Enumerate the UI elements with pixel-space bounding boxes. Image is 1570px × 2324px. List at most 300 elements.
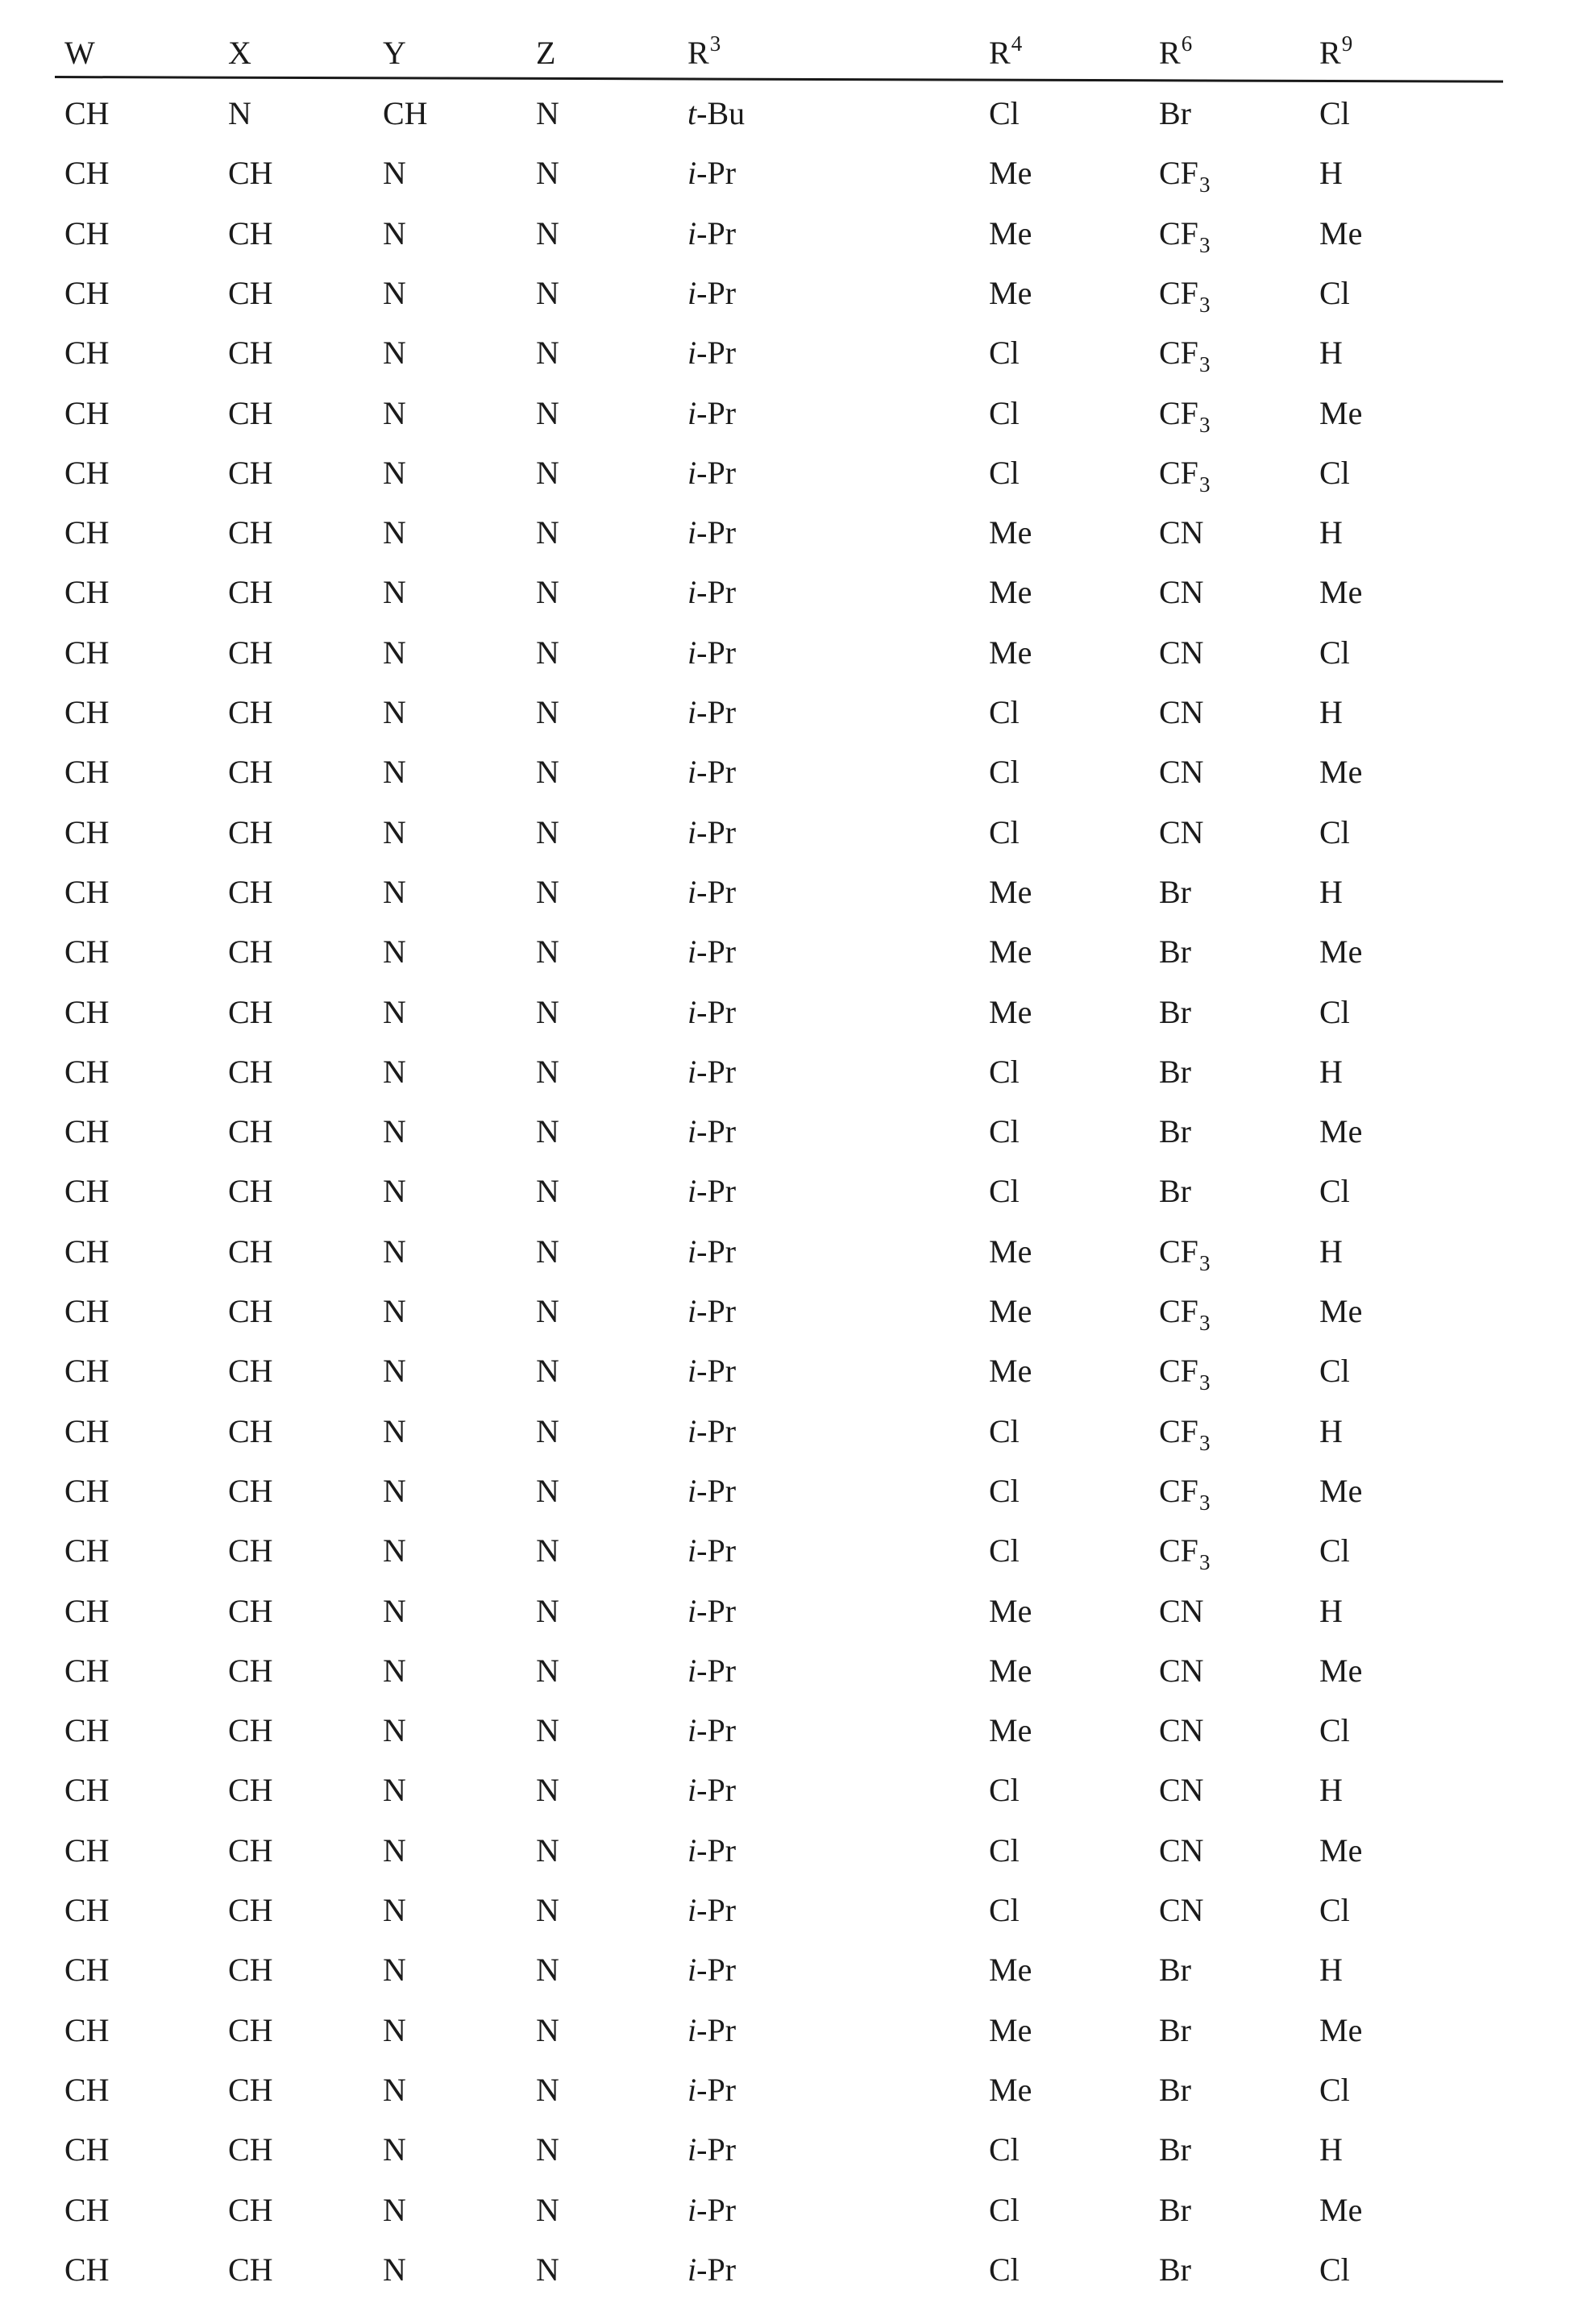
cell-z: N [536, 1772, 559, 1808]
column-header-r3 [687, 31, 721, 73]
cell-x: CH [228, 1293, 273, 1329]
italic-prefix: i [687, 1952, 697, 1988]
cell-r9: Me [1319, 1653, 1363, 1689]
italic-prefix: i [687, 1413, 697, 1449]
cell-x: CH [228, 874, 273, 910]
cell-r9: H [1319, 1952, 1343, 1988]
subscript: 3 [1198, 293, 1211, 317]
cell-r3: i-Pr [687, 2072, 737, 2108]
header-rule [55, 76, 1503, 83]
cell-r3: i-Pr [687, 2131, 737, 2168]
cell-y: N [383, 1173, 406, 1209]
cell-w: CH [64, 1653, 110, 1689]
cell-w: CH [64, 514, 110, 551]
cell-r6: CN [1159, 1832, 1204, 1869]
italic-prefix: i [687, 694, 697, 730]
cell-r4: Cl [989, 1473, 1020, 1509]
cell-w: CH [64, 95, 110, 131]
cell-x: CH [228, 215, 273, 252]
cell-r3: i-Pr [687, 1113, 737, 1150]
cell-r9: Me [1319, 933, 1363, 970]
italic-prefix: i [687, 455, 697, 491]
italic-prefix: i [687, 933, 697, 970]
italic-prefix: i [687, 1473, 697, 1509]
italic-prefix: i [687, 275, 697, 311]
column-header-base: R [989, 35, 1011, 71]
cell-r9: Me [1319, 2012, 1363, 2048]
subscript: 3 [1198, 352, 1211, 376]
cell-r9: Me [1319, 1113, 1363, 1150]
cell-r9: H [1319, 1593, 1343, 1629]
cell-z: N [536, 395, 559, 431]
cell-r6: Br [1159, 994, 1191, 1030]
cell-y: N [383, 1952, 406, 1988]
cell-r9: H [1319, 1772, 1343, 1808]
italic-prefix: t [687, 95, 697, 131]
cell-w: CH [64, 275, 110, 311]
cell-r3: i-Pr [687, 994, 737, 1030]
cell-r4: Cl [989, 1832, 1020, 1869]
cell-r4: Cl [989, 1413, 1020, 1449]
subscript: 3 [1198, 1311, 1211, 1335]
italic-prefix: i [687, 1892, 697, 1928]
cell-r6: $CF_3$ [1159, 1293, 1211, 1335]
cell-y: N [383, 395, 406, 431]
cell-w: CH [64, 933, 110, 970]
cell-z: N [536, 874, 559, 910]
cell-r3: i-Pr [687, 335, 737, 371]
cell-y: N [383, 933, 406, 970]
cell-r6: $CF_3$ [1159, 1413, 1211, 1455]
italic-prefix: i [687, 1233, 697, 1270]
cell-r3: i-Pr [687, 874, 737, 910]
cell-w: CH [64, 1712, 110, 1748]
cell-x: CH [228, 814, 273, 850]
cell-r6: Br [1159, 2012, 1191, 2048]
cell-r3: i-Pr [687, 634, 737, 671]
cell-w: CH [64, 1892, 110, 1928]
cell-y: N [383, 1413, 406, 1449]
cell-r9: Me [1319, 395, 1363, 431]
cell-y: N [383, 1353, 406, 1389]
italic-prefix: i [687, 514, 697, 551]
cell-r4: Me [989, 1353, 1032, 1389]
italic-prefix: i [687, 2072, 697, 2108]
cell-z: N [536, 1173, 559, 1209]
cell-y: N [383, 694, 406, 730]
column-header-base: X [228, 35, 251, 71]
column-header-superscript: 4 [1011, 31, 1023, 56]
cell-y: N [383, 2012, 406, 2048]
cell-z: N [536, 2192, 559, 2228]
cell-r9: Cl [1319, 1173, 1350, 1209]
cell-r4: Me [989, 1653, 1032, 1689]
cell-w: CH [64, 814, 110, 850]
cell-r3: i-Pr [687, 814, 737, 850]
cell-x: CH [228, 335, 273, 371]
cell-x: CH [228, 634, 273, 671]
cell-r4: Me [989, 1593, 1032, 1629]
cell-r6: Br [1159, 933, 1191, 970]
column-header-superscript: 6 [1181, 31, 1193, 56]
cell-w: CH [64, 155, 110, 191]
cell-r6: $CF_3$ [1159, 275, 1211, 317]
cell-w: CH [64, 1532, 110, 1569]
cell-r3: i-Pr [687, 574, 737, 610]
italic-prefix: i [687, 2012, 697, 2048]
cell-y: CH [383, 95, 428, 131]
cell-r3: i-Pr [687, 215, 737, 252]
cell-w: CH [64, 2072, 110, 2108]
cell-r4: Me [989, 1293, 1032, 1329]
cell-r3: i-Pr [687, 2012, 737, 2048]
italic-prefix: i [687, 874, 697, 910]
cell-r4: Cl [989, 814, 1020, 850]
cell-r6: CN [1159, 1892, 1204, 1928]
italic-prefix: i [687, 754, 697, 790]
cell-z: N [536, 2012, 559, 2048]
cell-y: N [383, 1832, 406, 1869]
cell-w: CH [64, 1952, 110, 1988]
cell-r9: Cl [1319, 2251, 1350, 2288]
column-header-superscript: 9 [1341, 31, 1353, 56]
cell-x: CH [228, 2251, 273, 2288]
column-header-base: R [687, 35, 709, 71]
cell-x: CH [228, 1952, 273, 1988]
cell-r6: Br [1159, 2251, 1191, 2288]
column-header-base: Z [536, 35, 556, 71]
cell-r4: Cl [989, 2131, 1020, 2168]
cell-r9: H [1319, 335, 1343, 371]
cell-r6: CN [1159, 574, 1204, 610]
cell-w: CH [64, 1054, 110, 1090]
cell-r3: i-Pr [687, 694, 737, 730]
cell-r6: $CF_3$ [1159, 1473, 1211, 1515]
cell-r9: Cl [1319, 1532, 1350, 1569]
cell-r4: Me [989, 1712, 1032, 1748]
cell-w: CH [64, 215, 110, 252]
cell-r6: $CF_3$ [1159, 1233, 1211, 1275]
cell-r9: Cl [1319, 455, 1350, 491]
cell-w: CH [64, 2192, 110, 2228]
cell-y: N [383, 1473, 406, 1509]
cell-r4: Me [989, 215, 1032, 252]
cell-r6: $CF_3$ [1159, 1532, 1211, 1574]
cell-y: N [383, 754, 406, 790]
italic-prefix: i [687, 814, 697, 850]
cell-r4: Me [989, 514, 1032, 551]
cell-w: CH [64, 335, 110, 371]
cell-r3: i-Pr [687, 1532, 737, 1569]
italic-prefix: i [687, 1113, 697, 1150]
cell-x: CH [228, 1653, 273, 1689]
cell-r3: t-Bu [687, 95, 746, 131]
cell-x: CH [228, 933, 273, 970]
cell-r4: Me [989, 2072, 1032, 2108]
cell-y: N [383, 1593, 406, 1629]
cell-z: N [536, 933, 559, 970]
column-header-base: R [1319, 35, 1341, 71]
cell-r4: Me [989, 874, 1032, 910]
cell-r6: CN [1159, 634, 1204, 671]
cell-x: CH [228, 2192, 273, 2228]
column-header-z [536, 37, 555, 69]
cell-r3: i-Pr [687, 155, 737, 191]
cell-z: N [536, 215, 559, 252]
cell-r3: i-Pr [687, 1413, 737, 1449]
cell-z: N [536, 1832, 559, 1869]
cell-w: CH [64, 874, 110, 910]
cell-x: CH [228, 2012, 273, 2048]
cell-w: CH [64, 754, 110, 790]
cell-y: N [383, 1293, 406, 1329]
cell-x: CH [228, 1772, 273, 1808]
cell-r4: Cl [989, 754, 1020, 790]
cell-r4: Me [989, 574, 1032, 610]
cell-r6: Br [1159, 1054, 1191, 1090]
cell-y: N [383, 155, 406, 191]
cell-z: N [536, 1952, 559, 1988]
cell-w: CH [64, 455, 110, 491]
cell-z: N [536, 1233, 559, 1270]
cell-x: CH [228, 155, 273, 191]
cell-x: CH [228, 1413, 273, 1449]
cell-y: N [383, 1113, 406, 1150]
cell-r9: H [1319, 1413, 1343, 1449]
cell-r9: Me [1319, 1293, 1363, 1329]
cell-r4: Cl [989, 1054, 1020, 1090]
cell-z: N [536, 1532, 559, 1569]
cell-x: CH [228, 1054, 273, 1090]
italic-prefix: i [687, 1832, 697, 1869]
cell-r3: i-Pr [687, 1653, 737, 1689]
cell-x: CH [228, 275, 273, 311]
cell-r9: Cl [1319, 1712, 1350, 1748]
cell-r9: Cl [1319, 994, 1350, 1030]
cell-r6: CN [1159, 1653, 1204, 1689]
cell-r9: Cl [1319, 275, 1350, 311]
cell-r6: CN [1159, 754, 1204, 790]
cell-w: CH [64, 994, 110, 1030]
cell-r6: Br [1159, 2192, 1191, 2228]
cell-w: CH [64, 1832, 110, 1869]
cell-y: N [383, 1892, 406, 1928]
cell-r6: CN [1159, 1593, 1204, 1629]
cell-r9: Cl [1319, 634, 1350, 671]
cell-r3: i-Pr [687, 1892, 737, 1928]
cell-w: CH [64, 574, 110, 610]
subscript: 3 [1198, 1370, 1211, 1395]
cell-y: N [383, 994, 406, 1030]
cell-x: CH [228, 1353, 273, 1389]
cell-r9: H [1319, 694, 1343, 730]
cell-x: N [228, 95, 251, 131]
cell-z: N [536, 814, 559, 850]
cell-w: CH [64, 2131, 110, 2168]
cell-r3: i-Pr [687, 1712, 737, 1748]
cell-r6: Br [1159, 2131, 1191, 2168]
italic-prefix: i [687, 1772, 697, 1808]
cell-r4: Me [989, 2012, 1032, 2048]
cell-z: N [536, 1653, 559, 1689]
cell-z: N [536, 155, 559, 191]
cell-z: N [536, 1712, 559, 1748]
subscript: 3 [1198, 1490, 1211, 1515]
cell-r6: Br [1159, 2072, 1191, 2108]
cell-r4: Cl [989, 694, 1020, 730]
cell-r6: Br [1159, 874, 1191, 910]
column-header-base: W [64, 35, 95, 71]
cell-z: N [536, 335, 559, 371]
cell-z: N [536, 1593, 559, 1629]
cell-y: N [383, 215, 406, 252]
cell-x: CH [228, 1233, 273, 1270]
italic-prefix: i [687, 634, 697, 671]
cell-y: N [383, 2192, 406, 2228]
cell-r9: Cl [1319, 1892, 1350, 1928]
cell-r4: Me [989, 275, 1032, 311]
cell-r3: i-Pr [687, 1353, 737, 1389]
cell-r3: i-Pr [687, 395, 737, 431]
cell-r4: Cl [989, 1173, 1020, 1209]
cell-w: CH [64, 1593, 110, 1629]
italic-prefix: i [687, 1293, 697, 1329]
cell-r9: H [1319, 1054, 1343, 1090]
cell-r6: Br [1159, 1173, 1191, 1209]
cell-z: N [536, 1473, 559, 1509]
cell-r6: $CF_3$ [1159, 335, 1211, 376]
cell-r9: Cl [1319, 814, 1350, 850]
cell-r9: H [1319, 155, 1343, 191]
cell-r4: Cl [989, 455, 1020, 491]
cell-w: CH [64, 2012, 110, 2048]
cell-y: N [383, 1772, 406, 1808]
cell-r4: Me [989, 155, 1032, 191]
cell-r3: i-Pr [687, 514, 737, 551]
subscript: 3 [1198, 1550, 1211, 1574]
cell-z: N [536, 2131, 559, 2168]
cell-x: CH [228, 1473, 273, 1509]
cell-y: N [383, 1653, 406, 1689]
cell-r9: H [1319, 874, 1343, 910]
cell-y: N [383, 1532, 406, 1569]
cell-z: N [536, 1293, 559, 1329]
column-header-r4 [989, 31, 1023, 73]
cell-y: N [383, 2251, 406, 2288]
cell-x: CH [228, 2072, 273, 2108]
cell-z: N [536, 1113, 559, 1150]
italic-prefix: i [687, 215, 697, 252]
cell-z: N [536, 574, 559, 610]
cell-y: N [383, 814, 406, 850]
cell-x: CH [228, 1832, 273, 1869]
cell-r6: Br [1159, 95, 1191, 131]
italic-prefix: i [687, 1173, 697, 1209]
cell-z: N [536, 634, 559, 671]
cell-r3: i-Pr [687, 2251, 737, 2288]
cell-r4: Me [989, 1952, 1032, 1988]
column-header-superscript: 3 [709, 31, 721, 56]
cell-z: N [536, 694, 559, 730]
cell-r3: i-Pr [687, 1593, 737, 1629]
subscript: 3 [1198, 1251, 1211, 1275]
cell-y: N [383, 1054, 406, 1090]
cell-r6: $CF_3$ [1159, 1353, 1211, 1395]
cell-z: N [536, 514, 559, 551]
cell-r3: i-Pr [687, 455, 737, 491]
italic-prefix: i [687, 395, 697, 431]
column-header-base: Y [383, 35, 406, 71]
cell-r4: Cl [989, 395, 1020, 431]
column-header-w [64, 37, 95, 69]
cell-r3: i-Pr [687, 1173, 737, 1209]
cell-w: CH [64, 2251, 110, 2288]
cell-x: CH [228, 455, 273, 491]
cell-r3: i-Pr [687, 1293, 737, 1329]
italic-prefix: i [687, 1532, 697, 1569]
cell-r6: $CF_3$ [1159, 395, 1211, 437]
italic-prefix: i [687, 1353, 697, 1389]
cell-r6: CN [1159, 514, 1204, 551]
cell-z: N [536, 754, 559, 790]
cell-r9: H [1319, 2131, 1343, 2168]
cell-r3: i-Pr [687, 1832, 737, 1869]
cell-r4: Cl [989, 95, 1020, 131]
cell-w: CH [64, 1173, 110, 1209]
cell-r4: Me [989, 634, 1032, 671]
cell-w: CH [64, 1413, 110, 1449]
cell-r3: i-Pr [687, 2192, 737, 2228]
cell-z: N [536, 1054, 559, 1090]
column-header-x [228, 37, 251, 69]
cell-y: N [383, 514, 406, 551]
cell-w: CH [64, 1233, 110, 1270]
cell-x: CH [228, 1532, 273, 1569]
italic-prefix: i [687, 1653, 697, 1689]
cell-r3: i-Pr [687, 1054, 737, 1090]
cell-x: CH [228, 994, 273, 1030]
column-header-y [383, 37, 406, 69]
cell-z: N [536, 2072, 559, 2108]
italic-prefix: i [687, 2251, 697, 2288]
cell-y: N [383, 1233, 406, 1270]
cell-x: CH [228, 574, 273, 610]
cell-r9: Cl [1319, 1353, 1350, 1389]
cell-w: CH [64, 1473, 110, 1509]
cell-x: CH [228, 694, 273, 730]
cell-r4: Cl [989, 1532, 1020, 1569]
cell-r6: $CF_3$ [1159, 215, 1211, 257]
cell-r6: $CF_3$ [1159, 155, 1211, 197]
italic-prefix: i [687, 994, 697, 1030]
cell-r9: H [1319, 514, 1343, 551]
cell-r4: Me [989, 994, 1032, 1030]
subscript: 3 [1198, 413, 1211, 437]
cell-r4: Cl [989, 335, 1020, 371]
cell-y: N [383, 455, 406, 491]
italic-prefix: i [687, 2131, 697, 2168]
cell-x: CH [228, 514, 273, 551]
cell-z: N [536, 994, 559, 1030]
cell-r3: i-Pr [687, 1772, 737, 1808]
italic-prefix: i [687, 574, 697, 610]
column-header-r9 [1319, 31, 1353, 73]
cell-r3: i-Pr [687, 1952, 737, 1988]
cell-r4: Cl [989, 2251, 1020, 2288]
cell-x: CH [228, 1173, 273, 1209]
cell-r9: Me [1319, 754, 1363, 790]
cell-w: CH [64, 1353, 110, 1389]
